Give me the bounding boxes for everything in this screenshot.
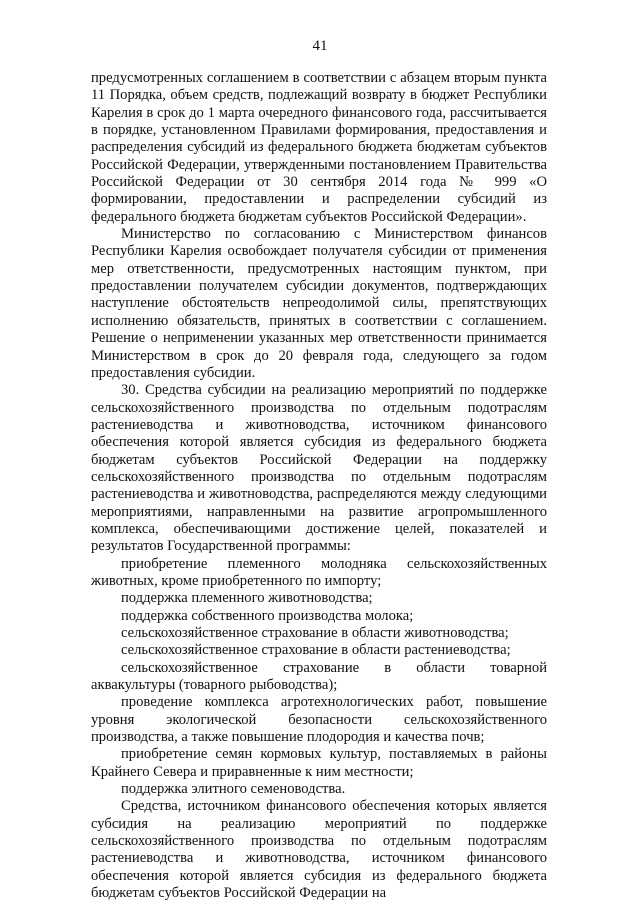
paragraph: 30. Средства субсидии на реализацию мероприятий по поддержке сельскохозяйственного производства по отдельным подотраслям растениеводства и животноводства, источником финансового обеспечения которой является субсидия из федерального бюджета бюджетам субъектов Российской Федерации на поддержку сельскохозяйственного производства по отдельным подотраслям растениеводства и животноводства, распределяются между следующими мероприятиями, направленными на развитие агропромышленного комплекса, обеспечивающими достижение целей, показателей и результатов Государственной программы: [91,382,547,555]
page-number: 41 [312,38,328,54]
list-item: сельскохозяйственное страхование в области растениеводства; [121,642,511,659]
list-item: приобретение семян кормовых культур, поставляемых в районы Крайнего Севера и приравненные к ним местности; [91,746,547,780]
list-item: сельскохозяйственное страхование в области товарной аквакультуры (товарного рыбоводства); [91,659,547,694]
list-item: проведение комплекса агротехнологических работ, повышение уровня экологической безопасности сельскохозяйственного производства, а также повышение плодородия и качества почв; [91,694,547,746]
document-body [91,70,547,903]
paragraph: Министерство по согласованию с Министерством финансов Республики Карелия освобождает получателя субсидии от применения мер ответственности, предусмотренных настоящим пунктом, при предоставлении получателем субсидии документов, подтверждающих наступление обстоятельств непреодолимой силы, препятствующих исполнению обязательств, принятых в соответствии с соглашением. Решение о неприменении указанных мер ответственности принимается Министерством в срок до 20 февраля года, следующего за годом предоставления субсидии. [91,226,547,381]
list-item: поддержка элитного семеноводства. [121,781,346,798]
paragraph: предусмотренных соглашением в соответствии с абзацем вторым пункта 11 Порядка, объем средств, подлежащий возврату в бюджет Республики Карелия в срок до 1 марта очередного финансового года, рассчитывается в порядке, установленном Правилами формирования, предоставления и распределения субсидий из федерального бюджета бюджетам субъектов Российской Федерации, утвержденными постановлением Правительства Российской Федерации от 30 сентября 2014 года № 999 «О формировании, предоставлении и распределении субсидий из федерального бюджета бюджетам субъектов Российской Федерации». [91,70,547,225]
list-item: поддержка собственного производства молока; [121,607,414,624]
list-item: поддержка племенного животноводства; [121,590,373,607]
paragraph: Средства, источником финансового обеспечения которых является субсидия на реализацию мероприятий по поддержке сельскохозяйственного производства по отдельным подотраслям растениеводства и животноводства, источником финансового обеспечения которой является субсидия из федерального бюджета бюджетам субъектов Российской Федерации на [91,798,547,902]
list-item: приобретение племенного молодняка сельскохозяйственных животных, кроме приобретенного по импорту; [91,555,547,589]
list-item: сельскохозяйственное страхование в области животноводства; [121,625,509,641]
